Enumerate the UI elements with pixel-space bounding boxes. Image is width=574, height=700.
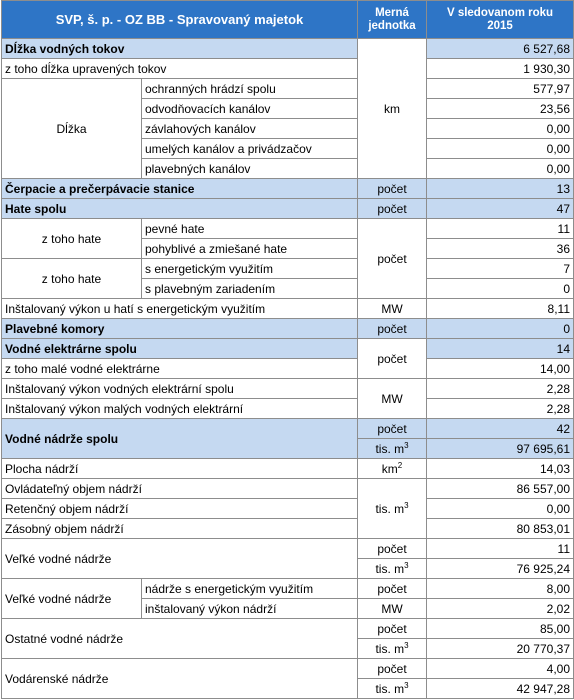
- table-row: [2, 39, 574, 59]
- unit-exponent: 3: [404, 560, 409, 570]
- table-row: [2, 379, 574, 399]
- row-sublabel: nádrže s energetickým využitím: [142, 579, 358, 599]
- asset-table: [1, 0, 574, 699]
- row-value: 4,00: [427, 659, 574, 679]
- unit-text: tis. m: [375, 501, 405, 516]
- row-value: 97 695,61: [427, 439, 574, 459]
- unit-cell: MW: [358, 379, 427, 419]
- row-label: pevné hate: [142, 219, 358, 239]
- table-row: [2, 259, 574, 279]
- row-value: 1 930,30: [427, 59, 574, 79]
- unit-header-line1: Merná: [375, 6, 409, 19]
- row-label: ochranných hrádzí spolu: [142, 79, 358, 99]
- unit-exponent: 3: [404, 640, 409, 650]
- table-row: [2, 579, 574, 599]
- row-value: 8,11: [427, 299, 574, 319]
- table-row: [2, 479, 574, 499]
- row-label: z toho dĺžka upravených tokov: [2, 59, 358, 79]
- row-value: 42: [427, 419, 574, 439]
- table-row: [2, 539, 574, 559]
- year-header: [427, 1, 574, 39]
- row-value: 0: [427, 279, 574, 299]
- unit-header-line2: jednotka: [368, 19, 416, 32]
- unit-cell: km: [358, 39, 427, 179]
- row-sublabel: inštalovaný výkon nádrží: [142, 599, 358, 619]
- year-header-line2: 2015: [487, 19, 513, 32]
- group-label: z toho hate: [2, 259, 142, 299]
- row-value: 42 947,28: [427, 679, 574, 699]
- unit-cell: počet: [358, 659, 427, 679]
- row-value: 11: [427, 539, 574, 559]
- table-row: [2, 299, 574, 319]
- unit-exponent: 2: [397, 460, 403, 470]
- unit-cell: počet: [358, 539, 427, 559]
- unit-cell: [358, 679, 427, 699]
- row-value: 577,97: [427, 79, 574, 99]
- row-value: 14,00: [427, 359, 574, 379]
- unit-text: tis. m: [375, 441, 405, 456]
- table-row: [2, 499, 574, 519]
- table-title: SVP, š. p. - OZ BB - Spravovaný majetok: [2, 1, 358, 39]
- row-value: 13: [427, 179, 574, 199]
- row-label: Dĺžka vodných tokov: [2, 39, 358, 59]
- table-row: [2, 179, 574, 199]
- unit-cell: [358, 459, 427, 479]
- row-value: 0,00: [427, 499, 574, 519]
- row-label: Vodárenské nádrže: [2, 659, 358, 699]
- unit-cell: počet: [358, 419, 427, 439]
- row-value: 76 925,24: [427, 559, 574, 579]
- row-label: Ostatné vodné nádrže: [2, 619, 358, 659]
- unit-cell: počet: [358, 579, 427, 599]
- unit-cell: MW: [358, 599, 427, 619]
- row-value: 0,00: [427, 159, 574, 179]
- row-label: pohyblivé a zmiešané hate: [142, 239, 358, 259]
- row-label: s plavebným zariadením: [142, 279, 358, 299]
- row-value: 0,00: [427, 119, 574, 139]
- row-value: 80 853,01: [427, 519, 574, 539]
- table-row: [2, 659, 574, 679]
- table-row: [2, 399, 574, 419]
- row-value: 20 770,37: [427, 639, 574, 659]
- group-label: Dĺžka: [2, 79, 142, 179]
- unit-cell: MW: [358, 299, 427, 319]
- unit-cell: [358, 439, 427, 459]
- table-row: [2, 219, 574, 239]
- row-value: 85,00: [427, 619, 574, 639]
- row-value: 8,00: [427, 579, 574, 599]
- row-label: Vodné elektrárne spolu: [2, 339, 358, 359]
- row-label: Vodné nádrže spolu: [2, 419, 358, 459]
- table-row: [2, 459, 574, 479]
- row-value: 36: [427, 239, 574, 259]
- row-value: 14: [427, 339, 574, 359]
- row-label: Zásobný objem nádrží: [2, 519, 358, 539]
- row-label: plavebných kanálov: [142, 159, 358, 179]
- row-label: závlahových kanálov: [142, 119, 358, 139]
- unit-exponent: 3: [404, 440, 409, 450]
- row-value: 2,28: [427, 379, 574, 399]
- row-value: 47: [427, 199, 574, 219]
- row-value: 0: [427, 319, 574, 339]
- row-label: z toho malé vodné elektrárne: [2, 359, 358, 379]
- row-value: 2,28: [427, 399, 574, 419]
- row-label: Veľké vodné nádrže: [2, 539, 358, 579]
- group-label: z toho hate: [2, 219, 142, 259]
- year-header-line1: V sledovanom roku: [446, 6, 554, 19]
- unit-exponent: 3: [404, 500, 409, 510]
- row-value: 23,56: [427, 99, 574, 119]
- table-row: [2, 79, 574, 99]
- row-label: umelých kanálov a privádzačov: [142, 139, 358, 159]
- table-row: [2, 339, 574, 359]
- row-label: Inštalovaný výkon u hatí s energetickým využitím: [2, 299, 358, 319]
- unit-cell: počet: [358, 619, 427, 639]
- row-value: 14,03: [427, 459, 574, 479]
- row-label: Plocha nádrží: [2, 459, 358, 479]
- row-value: 86 557,00: [427, 479, 574, 499]
- unit-cell: počet: [358, 319, 427, 339]
- row-value: 11: [427, 219, 574, 239]
- row-label: odvodňovacích kanálov: [142, 99, 358, 119]
- row-value: 2,02: [427, 599, 574, 619]
- row-label: Plavebné komory: [2, 319, 358, 339]
- row-label: Veľké vodné nádrže: [2, 579, 142, 619]
- row-label: s energetickým využitím: [142, 259, 358, 279]
- row-label: Čerpacie a prečerpávacie stanice: [2, 179, 358, 199]
- table-row: [2, 59, 574, 79]
- table-row: [2, 319, 574, 339]
- unit-text: tis. m: [375, 681, 405, 696]
- unit-cell: [358, 639, 427, 659]
- row-value: 7: [427, 259, 574, 279]
- unit-cell: [358, 559, 427, 579]
- unit-text: tis. m: [375, 641, 405, 656]
- unit-exponent: 3: [404, 680, 409, 690]
- row-label: Ovládateľný objem nádrží: [2, 479, 358, 499]
- header-row: [2, 1, 574, 39]
- row-value: 0,00: [427, 139, 574, 159]
- unit-text: tis. m: [375, 561, 405, 576]
- unit-cell: [358, 479, 427, 539]
- row-label: Retenčný objem nádrží: [2, 499, 358, 519]
- table-row: [2, 199, 574, 219]
- table-row: [2, 419, 574, 439]
- unit-text: km: [381, 461, 398, 476]
- unit-cell: počet: [358, 219, 427, 299]
- row-value: 6 527,68: [427, 39, 574, 59]
- table-row: [2, 519, 574, 539]
- unit-cell: počet: [358, 179, 427, 199]
- row-label: Inštalovaný výkon malých vodných elektrární: [2, 399, 358, 419]
- row-label: Inštalovaný výkon vodných elektrární spolu: [2, 379, 358, 399]
- table-row: [2, 359, 574, 379]
- row-label: Hate spolu: [2, 199, 358, 219]
- unit-header: [358, 1, 427, 39]
- table-row: [2, 619, 574, 639]
- unit-cell: počet: [358, 199, 427, 219]
- unit-cell: počet: [358, 339, 427, 379]
